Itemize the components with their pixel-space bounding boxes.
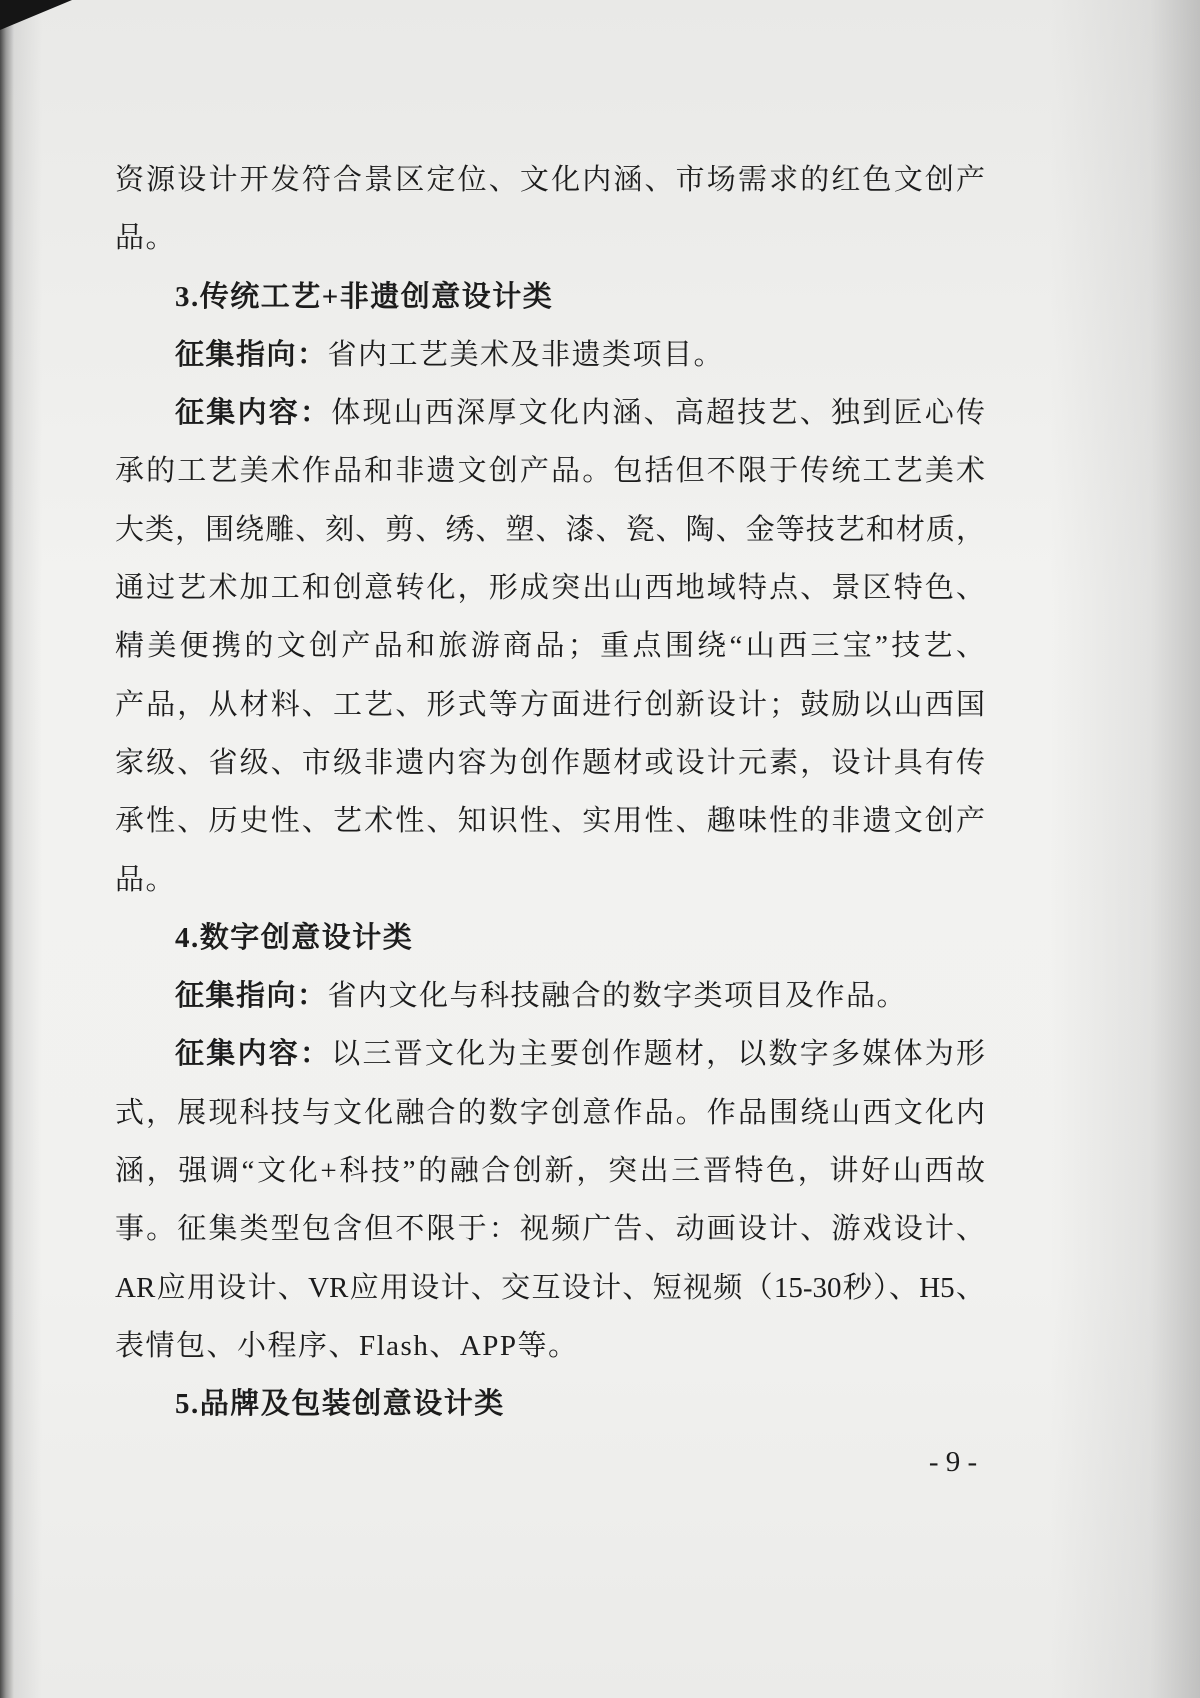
text-line — [115, 1375, 985, 1433]
text-line — [115, 501, 985, 559]
text-line — [115, 851, 985, 909]
text-line — [115, 1317, 985, 1375]
text-line — [115, 151, 985, 209]
line-text: 精美便携的文创产品和旅游商品；重点围绕“山西三宝”技艺、 — [115, 630, 985, 663]
field-label: 征集内容： — [175, 397, 332, 430]
line-text: 省内文化与科技融合的数字类项目及作品。 — [327, 980, 908, 1013]
line-text: 承的工艺美术作品和非遗文创产品。包括但不限于传统工艺美术 — [115, 455, 985, 488]
text-line — [115, 909, 985, 967]
text-line — [115, 967, 985, 1025]
line-text: 省内工艺美术及非遗类项目。 — [327, 338, 725, 371]
line-text: 涵，强调“文化+科技”的融合创新，突出三晋特色，讲好山西故 — [115, 1155, 985, 1188]
text-line — [115, 1142, 985, 1200]
page-number: - 9 - — [928, 1446, 978, 1478]
section-heading — [115, 268, 985, 326]
line-text: 产品，从材料、工艺、形式等方面进行创新设计；鼓励以山西国 — [115, 688, 985, 721]
line-text: 品。 — [115, 222, 177, 255]
section-heading — [115, 1375, 985, 1433]
line-text: 式，展现科技与文化融合的数字创意作品。作品围绕山西文化内 — [115, 1096, 985, 1129]
line-text: 事。征集类型包含但不限于：视频广告、动画设计、游戏设计、 — [115, 1213, 985, 1246]
text-line — [115, 1200, 985, 1258]
text-line — [115, 559, 985, 617]
text-line — [115, 442, 985, 500]
field-label: 征集指向： — [175, 338, 328, 371]
section-heading — [115, 909, 985, 967]
field-label: 征集指向： — [175, 980, 328, 1013]
text-line — [115, 268, 985, 326]
labeled-paragraph — [115, 967, 985, 1025]
text-line — [115, 326, 985, 384]
line-text: 表情包、小程序、Flash、APP等。 — [115, 1329, 579, 1362]
text-line — [115, 1259, 985, 1317]
line-text: AR应用设计、VR应用设计、交互设计、短视频（15-30秒）、H5、 — [115, 1271, 985, 1304]
heading-text: 5.品牌及包装创意设计类 — [175, 1388, 505, 1421]
document-body — [115, 151, 985, 1434]
line-text: 以三晋文化为主要创作题材，以数字多媒体为形 — [331, 1038, 985, 1071]
text-line — [115, 676, 985, 734]
text-line — [115, 1084, 985, 1142]
labeled-paragraph — [115, 1025, 985, 1375]
labeled-paragraph — [115, 384, 985, 909]
line-text: 体现山西深厚文化内涵、高超技艺、独到匠心传 — [331, 397, 985, 430]
text-line — [115, 792, 985, 850]
heading-text: 3.传统工艺+非遗创意设计类 — [175, 280, 554, 313]
field-label: 征集内容： — [175, 1038, 332, 1071]
scan-corner-shadow — [0, 0, 72, 30]
paragraph-continuation — [115, 151, 985, 268]
text-line — [115, 617, 985, 675]
text-line — [115, 384, 985, 442]
line-text: 通过艺术加工和创意转化，形成突出山西地域特点、景区特色、 — [115, 572, 985, 605]
text-line — [115, 734, 985, 792]
line-text: 家级、省级、市级非遗内容为创作题材或设计元素，设计具有传 — [115, 746, 985, 779]
line-text: 大类，围绕雕、刻、剪、绣、塑、漆、瓷、陶、金等技艺和材质， — [115, 513, 985, 546]
text-line — [115, 1025, 985, 1083]
heading-text: 4.数字创意设计类 — [175, 921, 414, 954]
line-text: 资源设计开发符合景区定位、文化内涵、市场需求的红色文创产 — [115, 164, 985, 196]
line-text: 品。 — [115, 863, 177, 896]
labeled-paragraph — [115, 326, 985, 384]
text-line — [115, 209, 985, 267]
line-text: 承性、历史性、艺术性、知识性、实用性、趣味性的非遗文创产 — [115, 805, 985, 838]
